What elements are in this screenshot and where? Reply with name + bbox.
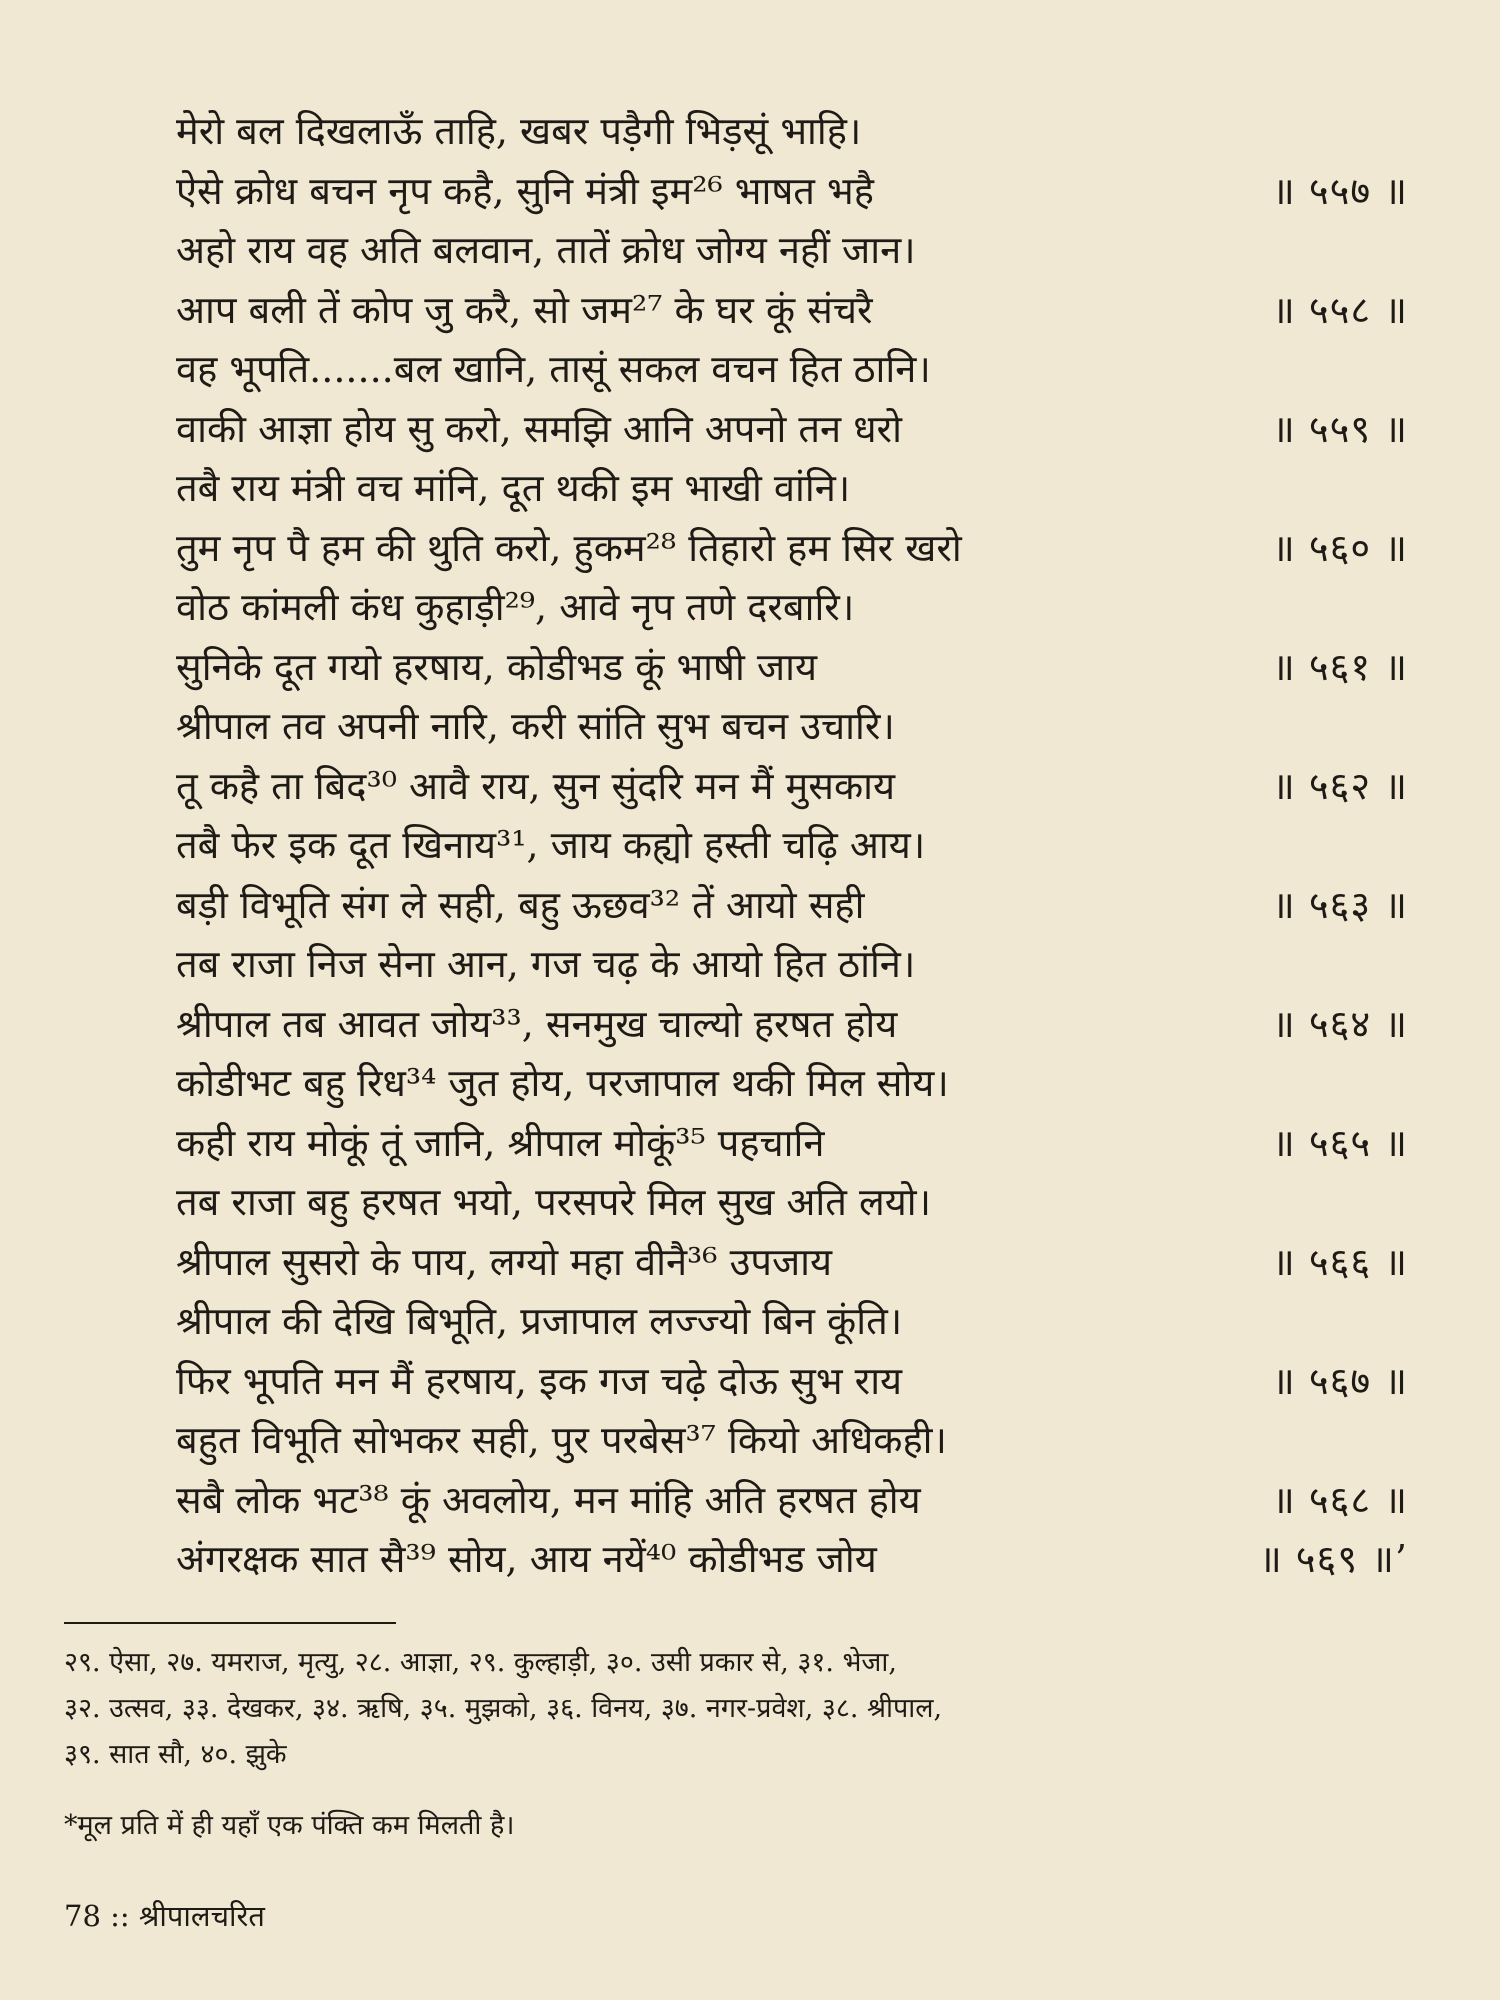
verse-number: ॥ ५६० ॥ <box>1272 525 1408 570</box>
verse-block <box>176 102 1408 1590</box>
verse-text: बहुत विभूति सोभकर सही, पुर परबेस³⁷ कियो अधिकही। <box>176 1418 947 1462</box>
footnote-divider <box>64 1622 396 1624</box>
verse-number: ॥ ५६६ ॥ <box>1272 1239 1408 1284</box>
footnote-line: ३९. सात सौ, ४०. झुके <box>64 1739 287 1770</box>
verse-line <box>176 757 1408 817</box>
verse-text: वाकी आज्ञा होय सु करो, समझि आनि अपनो तन धरो <box>176 406 902 451</box>
verse-text: कोडीभट बहु रिध³⁴ जुत होय, परजापाल थकी मिल सोय। <box>176 1061 949 1105</box>
page-folio: 78 :: श्रीपालचरित <box>64 1899 265 1933</box>
verse-text: तू कहै ता बिद³⁰ आवै राय, सुन सुंदरि मन मैं मुसकाय <box>176 763 896 808</box>
verse-number: ॥ ५६४ ॥ <box>1272 1001 1408 1046</box>
verse-line <box>176 519 1408 579</box>
verse-line <box>176 876 1408 936</box>
footnote-line: ३२. उत्सव, ३३. देखकर, ३४. ऋषि, ३५. मुझको, ३६. विनय, ३७. नगर-प्रवेश, ३८. श्रीपाल, <box>64 1693 943 1724</box>
verse-text: वोठ कांमली कंध कुहाड़ी²⁹, आवे नृप तणे दरबारि। <box>176 585 855 629</box>
verse-number: ॥ ५५७ ॥ <box>1272 168 1408 213</box>
editorial-note: *मूल प्रति में ही यहाँ एक पंक्ति कम मिलती है। <box>64 1810 515 1841</box>
verse-line <box>176 162 1408 222</box>
verse-line <box>176 1173 1408 1233</box>
verse-text: वह भूपति.......बल खानि, तासूं सकल वचन हित ठानि। <box>176 347 931 391</box>
verse-number: ॥ ५६२ ॥ <box>1272 763 1408 808</box>
verse-text: तबै फेर इक दूत खिनाय³¹, जाय कह्यो हस्ती चढ़ि आय। <box>176 823 926 867</box>
verse-line <box>176 1352 1408 1412</box>
verse-text: सुनिके दूत गयो हरषाय, कोडीभड कूं भाषी जाय <box>176 644 817 689</box>
verse-line <box>176 816 1408 876</box>
verse-line <box>176 1530 1408 1590</box>
verse-line <box>176 102 1408 162</box>
verse-text: फिर भूपति मन मैं हरषाय, इक गज चढ़े दोऊ सुभ राय <box>176 1358 903 1403</box>
verse-text: श्रीपाल सुसरो के पाय, लग्यो महा वीनै³⁶ उपजाय <box>176 1239 833 1284</box>
verse-text: श्रीपाल तव अपनी नारि, करी सांति सुभ बचन उचारि। <box>176 704 895 748</box>
verse-line <box>176 578 1408 638</box>
verse-text: सबै लोक भट³⁸ कूं अवलोय, मन मांहि अति हरषत होय <box>176 1477 921 1522</box>
verse-line <box>176 1411 1408 1471</box>
verse-text: कही राय मोकूं तूं जानि, श्रीपाल मोकूं³⁵ पहचानि <box>176 1120 825 1165</box>
verse-text: बड़ी विभूति संग ले सही, बहु ऊछव³² तें आयो सही <box>176 882 865 927</box>
verse-number: ॥ ५६९ ॥’ <box>1258 1537 1408 1581</box>
verse-text: ऐसे क्रोध बचन नृप कहै, सुनि मंत्री इम²⁶ भाषत भहै <box>176 168 874 213</box>
verse-line <box>176 1114 1408 1174</box>
verse-text: अंगरक्षक सात सै³⁹ सोय, आय नयें⁴⁰ कोडीभड जोय <box>176 1537 877 1581</box>
verse-line <box>176 281 1408 341</box>
verse-line <box>176 935 1408 995</box>
verse-line <box>176 995 1408 1055</box>
verse-number: ॥ ५६५ ॥ <box>1272 1120 1408 1165</box>
verse-text: तुम नृप पै हम की थुति करो, हुकम²⁸ तिहारो हम सिर खरो <box>176 525 962 570</box>
verse-text: मेरो बल दिखलाऊँ ताहि, खबर पड़ैगी भिड़सूं भाहि। <box>176 109 862 153</box>
verse-text: आप बली तें कोप जु करै, सो जम²⁷ के घर कूं संचरै <box>176 287 873 332</box>
verse-number: ॥ ५६८ ॥ <box>1272 1477 1408 1522</box>
verse-line <box>176 1292 1408 1352</box>
verse-line <box>176 1054 1408 1114</box>
verse-text: तबै राय मंत्री वच मांनि, दूत थकी इम भाखी वांनि। <box>176 466 851 510</box>
verse-line <box>176 697 1408 757</box>
verse-line <box>176 638 1408 698</box>
verse-line <box>176 459 1408 519</box>
verse-number: ॥ ५५९ ॥ <box>1272 406 1408 451</box>
verse-text: तब राजा बहु हरषत भयो, परसपरे मिल सुख अति लयो। <box>176 1180 932 1224</box>
verse-number: ॥ ५६७ ॥ <box>1272 1358 1408 1403</box>
verse-line <box>176 400 1408 460</box>
verse-text: श्रीपाल तब आवत जोय³³, सनमुख चाल्यो हरषत होय <box>176 1001 898 1046</box>
verse-text: अहो राय वह अति बलवान, तातें क्रोध जोग्य नहीं जान। <box>176 228 916 272</box>
verse-text: तब राजा निज सेना आन, गज चढ़ के आयो हित ठांनि। <box>176 942 916 986</box>
verse-line <box>176 221 1408 281</box>
verse-number: ॥ ५६३ ॥ <box>1272 882 1408 927</box>
verse-line <box>176 1471 1408 1531</box>
verse-line <box>176 1233 1408 1293</box>
verse-number: ॥ ५६१ ॥ <box>1272 644 1408 689</box>
verse-text: श्रीपाल की देखि बिभूति, प्रजापाल लज्ज्यो बिन कूंति। <box>176 1299 903 1343</box>
verse-line <box>176 340 1408 400</box>
footnote-line: २९. ऐसा, २७. यमराज, मृत्यु, २८. आज्ञा, २९. कुल्हाड़ी, ३०. उसी प्रकार से, ३१. भेजा, <box>64 1647 897 1678</box>
footnotes <box>64 1640 1404 1778</box>
verse-number: ॥ ५५८ ॥ <box>1272 287 1408 332</box>
